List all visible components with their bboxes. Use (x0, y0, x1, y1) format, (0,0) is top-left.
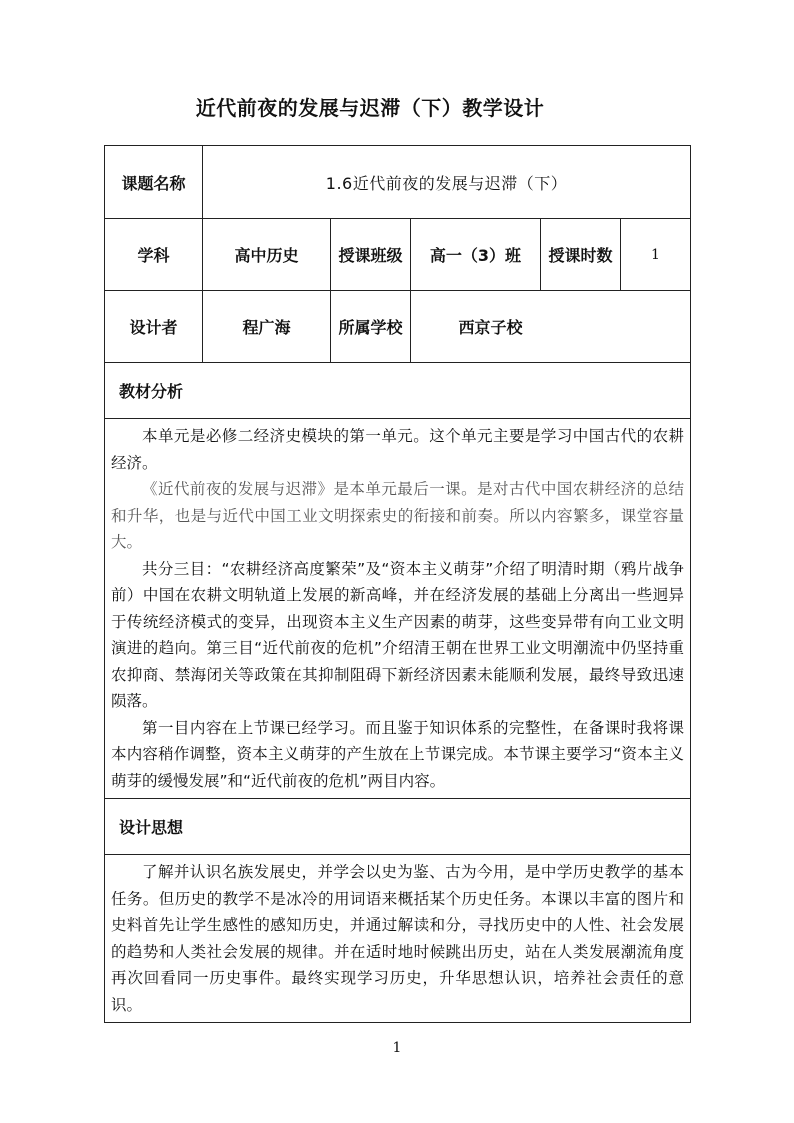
analysis-paragraph-3: 共分三目：“农耕经济高度繁荣”及“资本主义萌芽”介绍了明清时期（鸦片战争前）中国在农耕文明轨道上发展的新高峰，并在经济发展的基础上分离出一些迥异于传统经济模式的变异，出现资本主义生产因素的萌芽，这些变异带有向工业文明演进的趋向。第三目“近代前夜的危机”介绍清王朝在世界工业文明潮流中仍坚持重农抑商、禁海闭关等政策在其抑制阻碍下新经济因素未能顺利发展，最终导致迅速陨落。 (111, 559, 685, 710)
designer-label: 设计者 (105, 291, 203, 363)
class-value: 高一（3）班 (411, 219, 541, 291)
design-body (105, 855, 691, 1023)
designer-value: 程广海 (203, 291, 331, 363)
designer-row (105, 291, 691, 363)
document-title: 近代前夜的发展与迟滞（下）教学设计 (195, 96, 545, 120)
lesson-plan-table (104, 145, 691, 1023)
topic-value: 1.6近代前夜的发展与迟滞（下） (203, 146, 691, 219)
topic-label: 课题名称 (105, 146, 203, 219)
analysis-body (105, 419, 691, 799)
hours-label: 授课时数 (541, 219, 621, 291)
subject-row (105, 219, 691, 291)
design-paragraph-1: 了解并认识名族发展史，并学会以史为鉴、古为今用，是中学历史教学的基本任务。但历史的教学不是冰冷的用词语来概括某个历史任务。本课以丰富的图片和史料首先让学生感性的感知历史，并通过解读和分，寻找历史中的人性、社会发展的趋势和人类社会发展的规律。并在适时地时候跳出历史，站在人类发展潮流角度再次回看同一历史事件。最终实现学习历史，升华思想认识，培养社会责任的意识。 (111, 863, 685, 1014)
subject-label: 学科 (105, 219, 203, 291)
hours-value: 1 (621, 219, 691, 291)
page-number: 1 (392, 1040, 402, 1056)
design-body-row (105, 855, 691, 1023)
class-label: 授课班级 (331, 219, 411, 291)
analysis-heading: 教材分析 (105, 363, 691, 419)
school-label: 所属学校 (331, 291, 411, 363)
analysis-paragraph-4: 第一目内容在上节课已经学习。而且鉴于知识体系的完整性，在备课时我将课本内容稍作调整，资本主义萌芽的产生放在上节课完成。本节课主要学习“资本主义萌芽的缓慢发展”和“近代前夜的危机”两目内容。 (111, 718, 685, 790)
analysis-paragraph-2-text: 《近代前夜的发展与迟滞》是本单元最后一课。是对古代中国农耕经济的总结和升华，也是与近代中国工业文明探索史的衔接和前奏。所以内容繁多，课堂容量大。 (111, 480, 685, 551)
design-heading: 设计思想 (105, 799, 691, 855)
topic-row (105, 146, 691, 219)
school-value: 西京子校 (411, 291, 691, 363)
analysis-paragraph-1: 本单元是必修二经济史模块的第一单元。这个单元主要是学习中国古代的农耕经济。 (111, 427, 685, 472)
analysis-paragraph-2 (105, 476, 690, 556)
analysis-body-row (105, 419, 691, 799)
subject-value: 高中历史 (203, 219, 331, 291)
design-heading-row (105, 799, 691, 855)
analysis-heading-row (105, 363, 691, 419)
